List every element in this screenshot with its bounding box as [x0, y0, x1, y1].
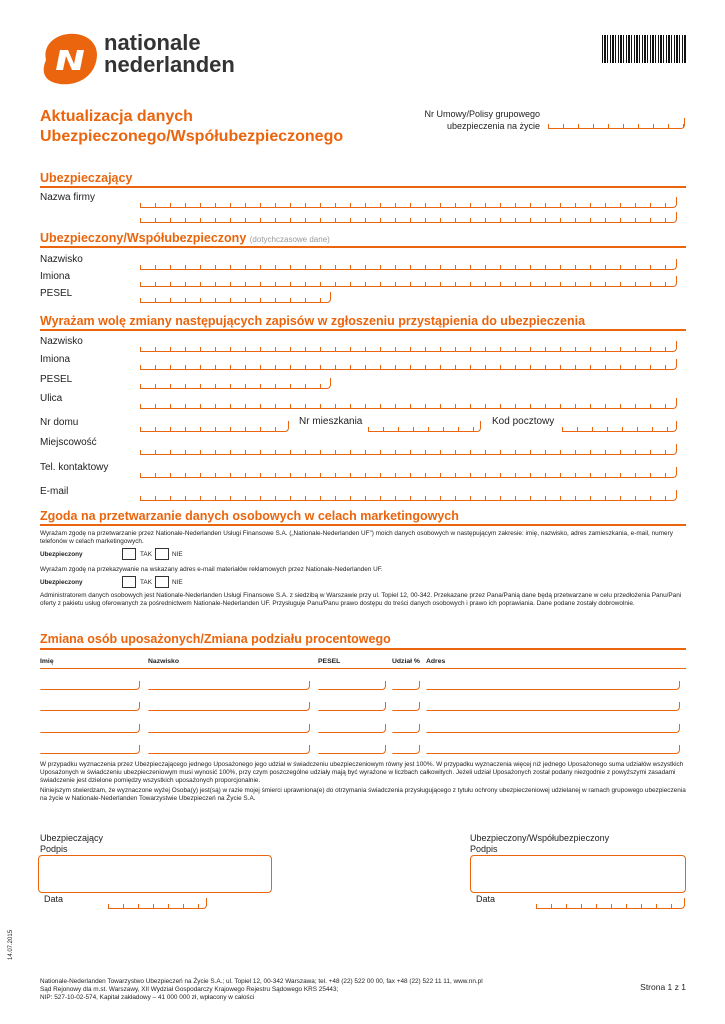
consent-rule [40, 524, 686, 526]
consent-text-1: Wyrażam zgodę na przetwarzanie przez Nationale-Nederlanden Usługi Finansowe S.A. („Nationale-Nederlanden UF”) moich danych osobowych w następującym zakresie: imię, nazwisko, adres zamieszkania, e-mail, numery telefonów w celach marketingowych. [40, 530, 673, 545]
col-share-header: Udział % [392, 658, 420, 665]
changes-names-input[interactable] [140, 359, 677, 370]
changes-street-input[interactable] [140, 398, 677, 409]
sig-right-who: Ubezpieczony/Współubezpieczony [470, 833, 610, 843]
beneficiaries-note-2: Niniejszym stwierdzam, że wyznaczone wyżej Osoba(y) jest(są) w razie mojej śmierci uprawniona(e) do otrzymania świadczenia przysługującego z tytułu ochrony ubezpieczeniowej udzielanej w ramach grupowego ubezpieczenia na życie w Nationale-Nederlanden Towarzystwie Ubezpieczeń na Życie S.A. [40, 787, 686, 802]
insured-heading-text: Ubezpieczony/Współubezpieczony [40, 231, 247, 245]
row2-pesel-input[interactable] [318, 702, 386, 711]
row2-address-input[interactable] [426, 702, 680, 711]
logo [38, 30, 100, 86]
footer-line-1: Nationale-Nederlanden Towarzystwo Ubezpieczeń na Życie S.A.; ul. Topiel 12, 00-342 Warszawa; tel. +48 (22) 522 00 00, fax +48 (22) 522 11 11, www.nn.pl [40, 978, 483, 985]
insured-names-label: Imiona [40, 271, 71, 282]
company-label: Nazwa firmy [40, 192, 96, 203]
barcode [602, 35, 686, 63]
sig-left-sign: Podpis [40, 844, 68, 854]
row4-pesel-input[interactable] [318, 745, 386, 754]
consent-2-yes-label: TAK [140, 579, 152, 586]
footer-line-3: NIP: 527-10-02-574, Kapitał zakładowy – 41 000 000 zł, wpłacony w całości [40, 994, 255, 1001]
sig-right-box[interactable] [470, 855, 686, 893]
table-header-rule [40, 668, 686, 669]
row2-surname-input[interactable] [148, 702, 310, 711]
col-surname-header: Nazwisko [148, 658, 179, 665]
row1-surname-input[interactable] [148, 681, 310, 690]
logo-text-1: nationale [104, 30, 201, 55]
page-title-line2: Ubezpieczonego/Współubezpieczonego [40, 128, 344, 145]
row3-share-input[interactable] [392, 724, 420, 733]
sig-right-date-input[interactable] [536, 898, 685, 909]
changes-email-label: E-mail [40, 486, 69, 497]
policy-label-1: Nr Umowy/Polisy grupowego [424, 109, 540, 119]
sig-left-date-input[interactable] [108, 898, 207, 909]
consent-2-yes-checkbox[interactable] [122, 576, 136, 588]
row3-address-input[interactable] [426, 724, 680, 733]
insured-heading-note: (dotychczasowe dane) [249, 235, 330, 244]
col-name-header: Imię [40, 658, 54, 665]
nn-logo-icon [38, 30, 100, 86]
row1-name-input[interactable] [40, 681, 140, 690]
logo-text-2: nederlanden [104, 52, 235, 77]
sig-right-date-label: Data [476, 894, 496, 904]
consent-text-2: Wyrażam zgodę na przekazywanie na wskazany adres e-mail materiałów reklamowych przez Nationale-Nederlanden UF. [40, 566, 383, 573]
sig-left-who: Ubezpieczający [40, 833, 104, 843]
consent-2-no-checkbox[interactable] [155, 576, 169, 588]
insured-surname-input[interactable] [140, 259, 677, 270]
sig-left-box[interactable] [38, 855, 272, 893]
row3-pesel-input[interactable] [318, 724, 386, 733]
row4-name-input[interactable] [40, 745, 140, 754]
changes-pesel-label: PESEL [40, 374, 73, 385]
company-input-1[interactable] [140, 197, 677, 208]
row1-share-input[interactable] [392, 681, 420, 690]
policy-number-input[interactable] [548, 118, 685, 129]
insured-pesel-input[interactable] [140, 292, 331, 303]
changes-house-label: Nr domu [40, 417, 79, 428]
insured-pesel-label: PESEL [40, 288, 73, 299]
changes-street-label: Ulica [40, 393, 63, 404]
page-title-line1: Aktualizacja danych [40, 108, 193, 125]
insured-heading [40, 231, 330, 245]
changes-pesel-input[interactable] [140, 378, 331, 389]
row3-name-input[interactable] [40, 724, 140, 733]
changes-phone-label: Tel. kontaktowy [40, 462, 109, 473]
changes-email-input[interactable] [140, 490, 677, 501]
sig-left-date-label: Data [44, 894, 64, 904]
beneficiaries-note-1: W przypadku wyznaczenia przez Ubezpieczającego jednego Uposażonego jego udział w świadczeniu ubezpieczeniowym równy jest 100%. W przypadku wyznaczenia więcej niż jednego Uposażonego suma udziałów wszystkich Uposażonych w świadczeniu ubezpieczeniowym musi wynosić 100%, przy czym poszczególne udziały mają być wyrażone w liczbach całkowitych. Jeżeli udział Uposażonych został podany niezgodnie z powyższymi zasadami świadczenie jest dzielone pomiędzy wszystkich uposażonych proporcjonalnie. [40, 761, 684, 784]
consent-1-yes-checkbox[interactable] [122, 548, 136, 560]
col-address-header: Adres [426, 658, 446, 665]
consent-1-no-label: NIE [172, 551, 183, 558]
changes-city-label: Miejscowość [40, 437, 97, 448]
changes-surname-label: Nazwisko [40, 336, 83, 347]
insured-rule [40, 246, 686, 248]
beneficiaries-heading: Zmiana osób uposażonych/Zmiana podziału procentowego [40, 632, 391, 646]
row3-surname-input[interactable] [148, 724, 310, 733]
changes-flat-label: Nr mieszkania [299, 416, 363, 427]
beneficiaries-rule [40, 648, 686, 650]
company-input-2[interactable] [140, 212, 677, 223]
changes-surname-input[interactable] [140, 341, 677, 352]
consent-1-yes-label: TAK [140, 551, 152, 558]
page-number: Strona 1 z 1 [640, 982, 686, 992]
changes-flat-input[interactable] [368, 421, 481, 432]
row1-pesel-input[interactable] [318, 681, 386, 690]
changes-heading: Wyrażam wolę zmiany następujących zapisów w zgłoszeniu przystąpienia do ubezpieczenia [40, 314, 586, 328]
changes-postal-input[interactable] [562, 421, 677, 432]
row2-share-input[interactable] [392, 702, 420, 711]
changes-postal-label: Kod pocztowy [492, 416, 555, 427]
insured-names-input[interactable] [140, 276, 677, 287]
policy-label-2: ubezpieczenia na życie [446, 121, 540, 131]
row4-address-input[interactable] [426, 745, 680, 754]
consent-1-no-checkbox[interactable] [155, 548, 169, 560]
sig-right-sign: Podpis [470, 844, 498, 854]
changes-names-label: Imiona [40, 354, 71, 365]
footer-date-vertical: 14.07.2015 [8, 929, 14, 960]
consent-heading: Zgoda na przetwarzanie danych osobowych w celach marketingowych [40, 509, 459, 523]
consent-who-2: Ubezpieczony [40, 579, 83, 586]
changes-rule [40, 329, 686, 331]
row2-name-input[interactable] [40, 702, 140, 711]
consent-2-no-label: NIE [172, 579, 183, 586]
consent-text-3: Administratorem danych osobowych jest Nationale-Nederlanden Usługi Finansowe S.A. z siedzibą w Warszawie przy ul. Topiel 12, 00-342. Przekazane przez Pana/Panią dane będą przetwarzane w celu przedłożenia Panu/Pani oferty z pakietu usług oferowanych za pośrednictwem Nationale-Nederlanden UF. Przysługuje Panu/Panu prawo dostępu do treści danych osobowych i prawo ich poprawiania. Dane podane zostały dobrowolnie. [40, 592, 682, 607]
col-pesel-header: PESEL [318, 658, 341, 665]
footer-line-2: Sąd Rejonowy dla m.st. Warszawy, XII Wydział Gospodarczy Krajowego Rejestru Sądowego KRS 25443; [40, 986, 339, 993]
changes-city-input[interactable] [140, 444, 677, 455]
insurer-heading: Ubezpieczający [40, 171, 133, 185]
changes-house-input[interactable] [140, 421, 289, 432]
row4-share-input[interactable] [392, 745, 420, 754]
insured-surname-label: Nazwisko [40, 254, 83, 265]
consent-who-1: Ubezpieczony [40, 551, 83, 558]
row1-address-input[interactable] [426, 681, 680, 690]
row4-surname-input[interactable] [148, 745, 310, 754]
changes-phone-input[interactable] [140, 467, 677, 478]
insurer-rule [40, 186, 686, 188]
